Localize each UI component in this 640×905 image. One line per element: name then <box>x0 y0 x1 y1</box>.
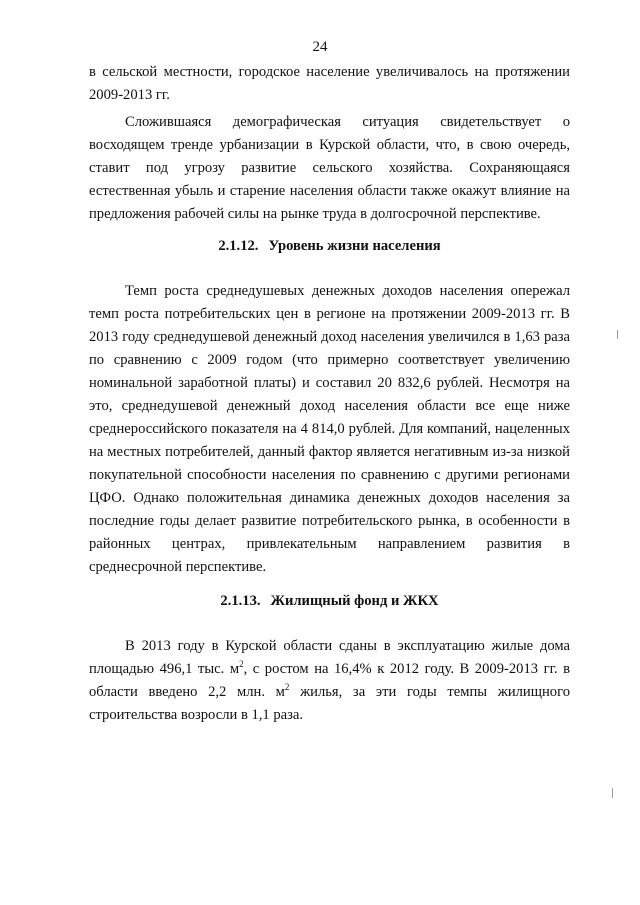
paragraph-demographic-situation: Сложившаяся демографическая ситуация свидетельствует о восходящем тренде урбанизации в Курской области, что, в свою очередь, ставит под угрозу развитие сельского хозяйства. Сохраняющаяся естественная убыль и старение населения области также окажут влияние на предложения рабочей силы на рынке труда в долгосрочной перспективе. <box>89 114 570 222</box>
section-number: 2.1.12. <box>218 238 259 254</box>
section-title: Жилищный фонд и ЖКХ <box>270 593 439 609</box>
housing-text-part-2: , с ростом на 16,4% к 2012 году. В 2009-2013 гг. в области введено 2,2 млн. м <box>89 661 570 700</box>
paragraph-housing-construction <box>89 635 570 727</box>
section-number: 2.1.13. <box>220 593 261 609</box>
superscript-squared: 2 <box>284 682 290 692</box>
paragraph-income-growth: Темп роста среднедушевых денежных доходов населения опережал темп роста потребительских цен в регионе на протяжении 2009-2013 гг. В 2013 году среднедушевой денежный доход населения увеличился в 1,63 раза по сравнению с 2009 годом (что примерно соответствует увеличению номинальной заработной платы) и составил 20 832,6 рублей. Несмотря на это, среднедушевой денежный доход населения области все еще ниже среднероссийского показателя на 4 814,0 рублей. Для компаний, нацеленных на местных потребителей, данный фактор является негативным из-за низкой покупательной способности населения по сравнению с другими регионами ЦФО. Однако положительная динамика денежных доходов населения за последние годы делает развитие потребительского рынка, в особенности в районных центрах, привлекательным направлением развития в среднесрочной перспективе. <box>89 283 570 575</box>
section-heading-living-standards <box>89 226 570 280</box>
housing-text-part-1: В 2013 году в Курской области сданы в эксплуатацию жилые дома площадью 496,1 тыс. м <box>89 638 570 677</box>
page-content <box>89 61 570 727</box>
page-number: 24 <box>312 39 328 55</box>
section-title: Уровень жизни населения <box>268 238 441 254</box>
paragraph-rural-population: в сельской местности, городское население увеличивалось на протяжении 2009-2013 гг. <box>89 64 570 103</box>
housing-text-part-3: жилья, за эти годы темпы жилищного строительства возросли в 1,1 раза. <box>89 684 570 723</box>
section-heading-housing <box>89 579 570 635</box>
scan-artifact-mark <box>617 330 618 339</box>
superscript-squared: 2 <box>239 659 244 669</box>
scan-artifact-mark <box>612 788 613 798</box>
